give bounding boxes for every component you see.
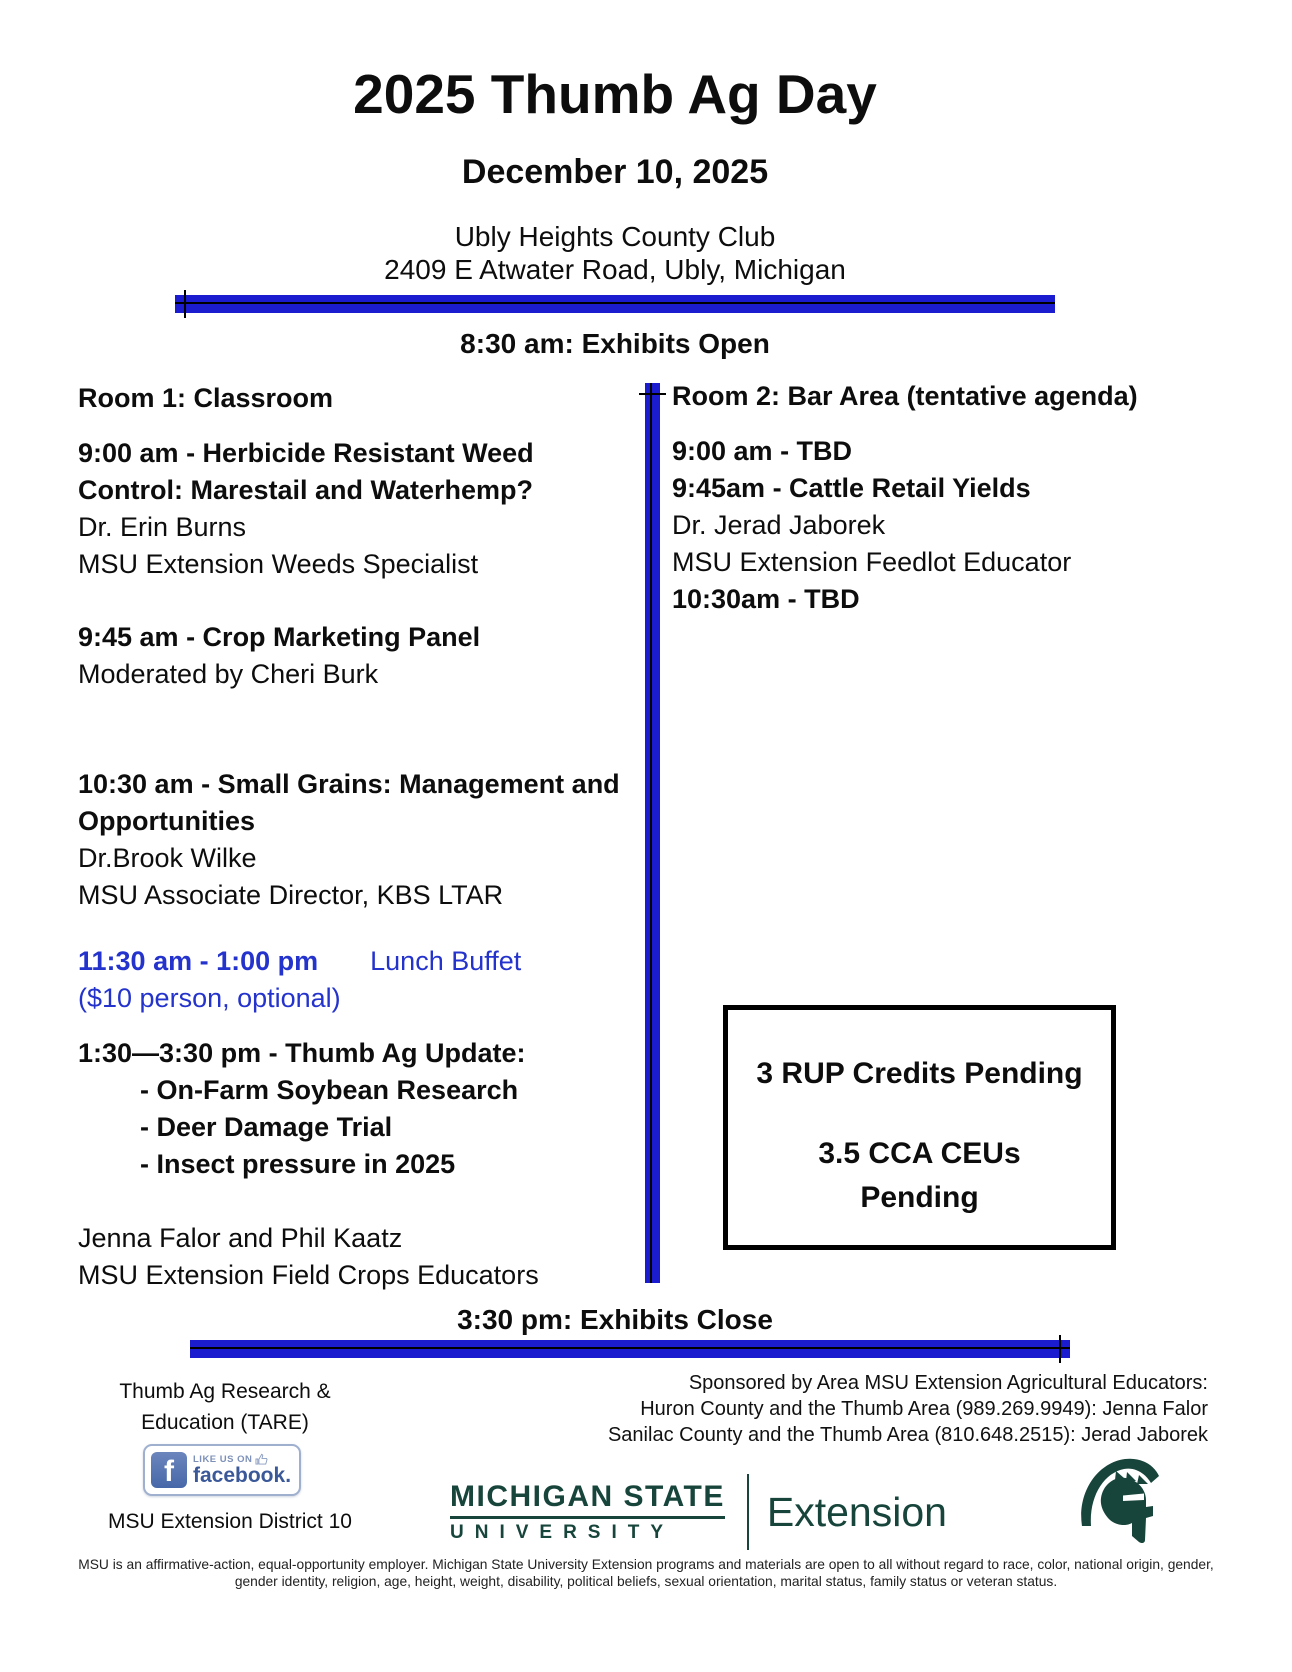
credits-box bbox=[723, 1005, 1116, 1250]
room1-session1-speaker: Dr. Erin Burns bbox=[78, 512, 247, 542]
facebook-badge[interactable] bbox=[143, 1444, 301, 1496]
column-divider-centerline bbox=[650, 383, 652, 1283]
room1-session1-role: MSU Extension Weeds Specialist bbox=[78, 549, 479, 579]
lunch-time: 11:30 am - 1:00 pm bbox=[78, 946, 319, 976]
room1-lunch-line bbox=[78, 943, 620, 980]
facebook-badge-text bbox=[193, 1453, 291, 1487]
room2-column bbox=[672, 378, 1138, 618]
room1-session3-title-line2: Opportunities bbox=[78, 806, 255, 836]
top-bar-centerline bbox=[175, 302, 1055, 304]
room1-session1-title-line2: Control: Marestail and Waterhemp? bbox=[78, 475, 534, 505]
tare-label bbox=[90, 1376, 360, 1438]
room2-heading: Room 2: Bar Area (tentative agenda) bbox=[672, 381, 1138, 411]
room1-session4-speakers: Jenna Falor and Phil Kaatz bbox=[78, 1223, 403, 1253]
room1-session2-moderator: Moderated by Cheri Burk bbox=[78, 659, 379, 689]
room1-session4-role: MSU Extension Field Crops Educators bbox=[78, 1260, 539, 1290]
bottom-divider-bar bbox=[190, 1340, 1070, 1358]
venue-name: Ubly Heights County Club bbox=[454, 221, 776, 252]
cca-pending-line: Pending bbox=[860, 1181, 979, 1214]
page-title: 2025 Thumb Ag Day bbox=[353, 63, 877, 125]
room1-session3-title-line1: 10:30 am - Small Grains: Management and bbox=[78, 769, 620, 799]
column-divider-end-tick bbox=[639, 393, 666, 395]
msu-extension-logo bbox=[450, 1474, 947, 1550]
tare-line2: Education (TARE) bbox=[141, 1411, 309, 1434]
event-date: December 10, 2025 bbox=[461, 153, 769, 191]
tare-line1: Thumb Ag Research & bbox=[119, 1380, 331, 1403]
room1-session4-item2: - Deer Damage Trial bbox=[140, 1112, 393, 1142]
facebook-like-text: LIKE US ON bbox=[193, 1453, 253, 1465]
spartan-helmet-icon bbox=[1068, 1450, 1168, 1550]
room2-session2-speaker: Dr. Jerad Jaborek bbox=[672, 510, 886, 540]
facebook-wordmark: facebook. bbox=[193, 1464, 292, 1487]
room2-session2: 9:45am - Cattle Retail Yields bbox=[672, 473, 1031, 503]
room1-session4-item1: - On-Farm Soybean Research bbox=[140, 1075, 519, 1105]
room1-session1-title-line1: 9:00 am - Herbicide Resistant Weed bbox=[78, 438, 534, 468]
msu-extension-wordmark: Extension bbox=[766, 1488, 947, 1535]
rup-credits-line: 3 RUP Credits Pending bbox=[756, 1057, 1083, 1090]
venue-address: 2409 E Atwater Road, Ubly, Michigan bbox=[384, 254, 846, 285]
bottom-bar-end-tick bbox=[1059, 1335, 1061, 1363]
equal-opportunity-statement: MSU is an affirmative-action, equal-opportunity employer. Michigan State University Extension programs and materials are open to all without regard to race, color, national origin, gender, gender identity, religion, age, height, weight, disability, political beliefs, sexual orientation, marital status, family status or veteran status. bbox=[78, 1557, 1214, 1589]
district-label: MSU Extension District 10 bbox=[108, 1510, 352, 1533]
top-bar-end-tick bbox=[184, 290, 186, 318]
facebook-f-icon: f bbox=[151, 1452, 187, 1488]
sponsor-line2: Huron County and the Thumb Area (989.269.9949): Jenna Falor bbox=[640, 1398, 1208, 1420]
sponsor-line1: Sponsored by Area MSU Extension Agricultural Educators: bbox=[688, 1372, 1208, 1394]
column-divider-bar bbox=[645, 383, 660, 1283]
msu-wordmark-line1: MICHIGAN STATE bbox=[450, 1480, 725, 1519]
cca-ceus-line: 3.5 CCA CEUs bbox=[818, 1137, 1021, 1170]
room1-session4-title: 1:30—3:30 pm - Thumb Ag Update: bbox=[78, 1038, 526, 1068]
lunch-label: Lunch Buffet bbox=[370, 946, 522, 976]
lunch-note: ($10 person, optional) bbox=[78, 983, 341, 1013]
room1-column bbox=[78, 380, 620, 1294]
msu-logo-separator bbox=[747, 1474, 749, 1550]
room1-heading: Room 1: Classroom bbox=[78, 383, 334, 413]
sponsor-line3: Sanilac County and the Thumb Area (810.648.2515): Jerad Jaborek bbox=[607, 1424, 1208, 1446]
room1-session4-item3: - Insect pressure in 2025 bbox=[140, 1149, 456, 1179]
room1-session3-role: MSU Associate Director, KBS LTAR bbox=[78, 880, 504, 910]
bottom-bar-centerline bbox=[190, 1347, 1070, 1349]
room1-session2-title: 9:45 am - Crop Marketing Panel bbox=[78, 622, 481, 652]
room1-session3-speaker: Dr.Brook Wilke bbox=[78, 843, 257, 873]
exhibits-open-time: 8:30 am: Exhibits Open bbox=[460, 328, 770, 359]
room2-session2-role: MSU Extension Feedlot Educator bbox=[672, 547, 1072, 577]
top-divider-bar bbox=[175, 295, 1055, 313]
msu-wordmark-line2: UNIVERSITY bbox=[450, 1522, 675, 1543]
room2-session3: 10:30am - TBD bbox=[672, 584, 860, 614]
sponsor-text bbox=[520, 1370, 1208, 1448]
exhibits-close-time: 3:30 pm: Exhibits Close bbox=[457, 1304, 773, 1335]
msu-wordmark bbox=[450, 1480, 725, 1544]
room2-session1: 9:00 am - TBD bbox=[672, 436, 853, 466]
